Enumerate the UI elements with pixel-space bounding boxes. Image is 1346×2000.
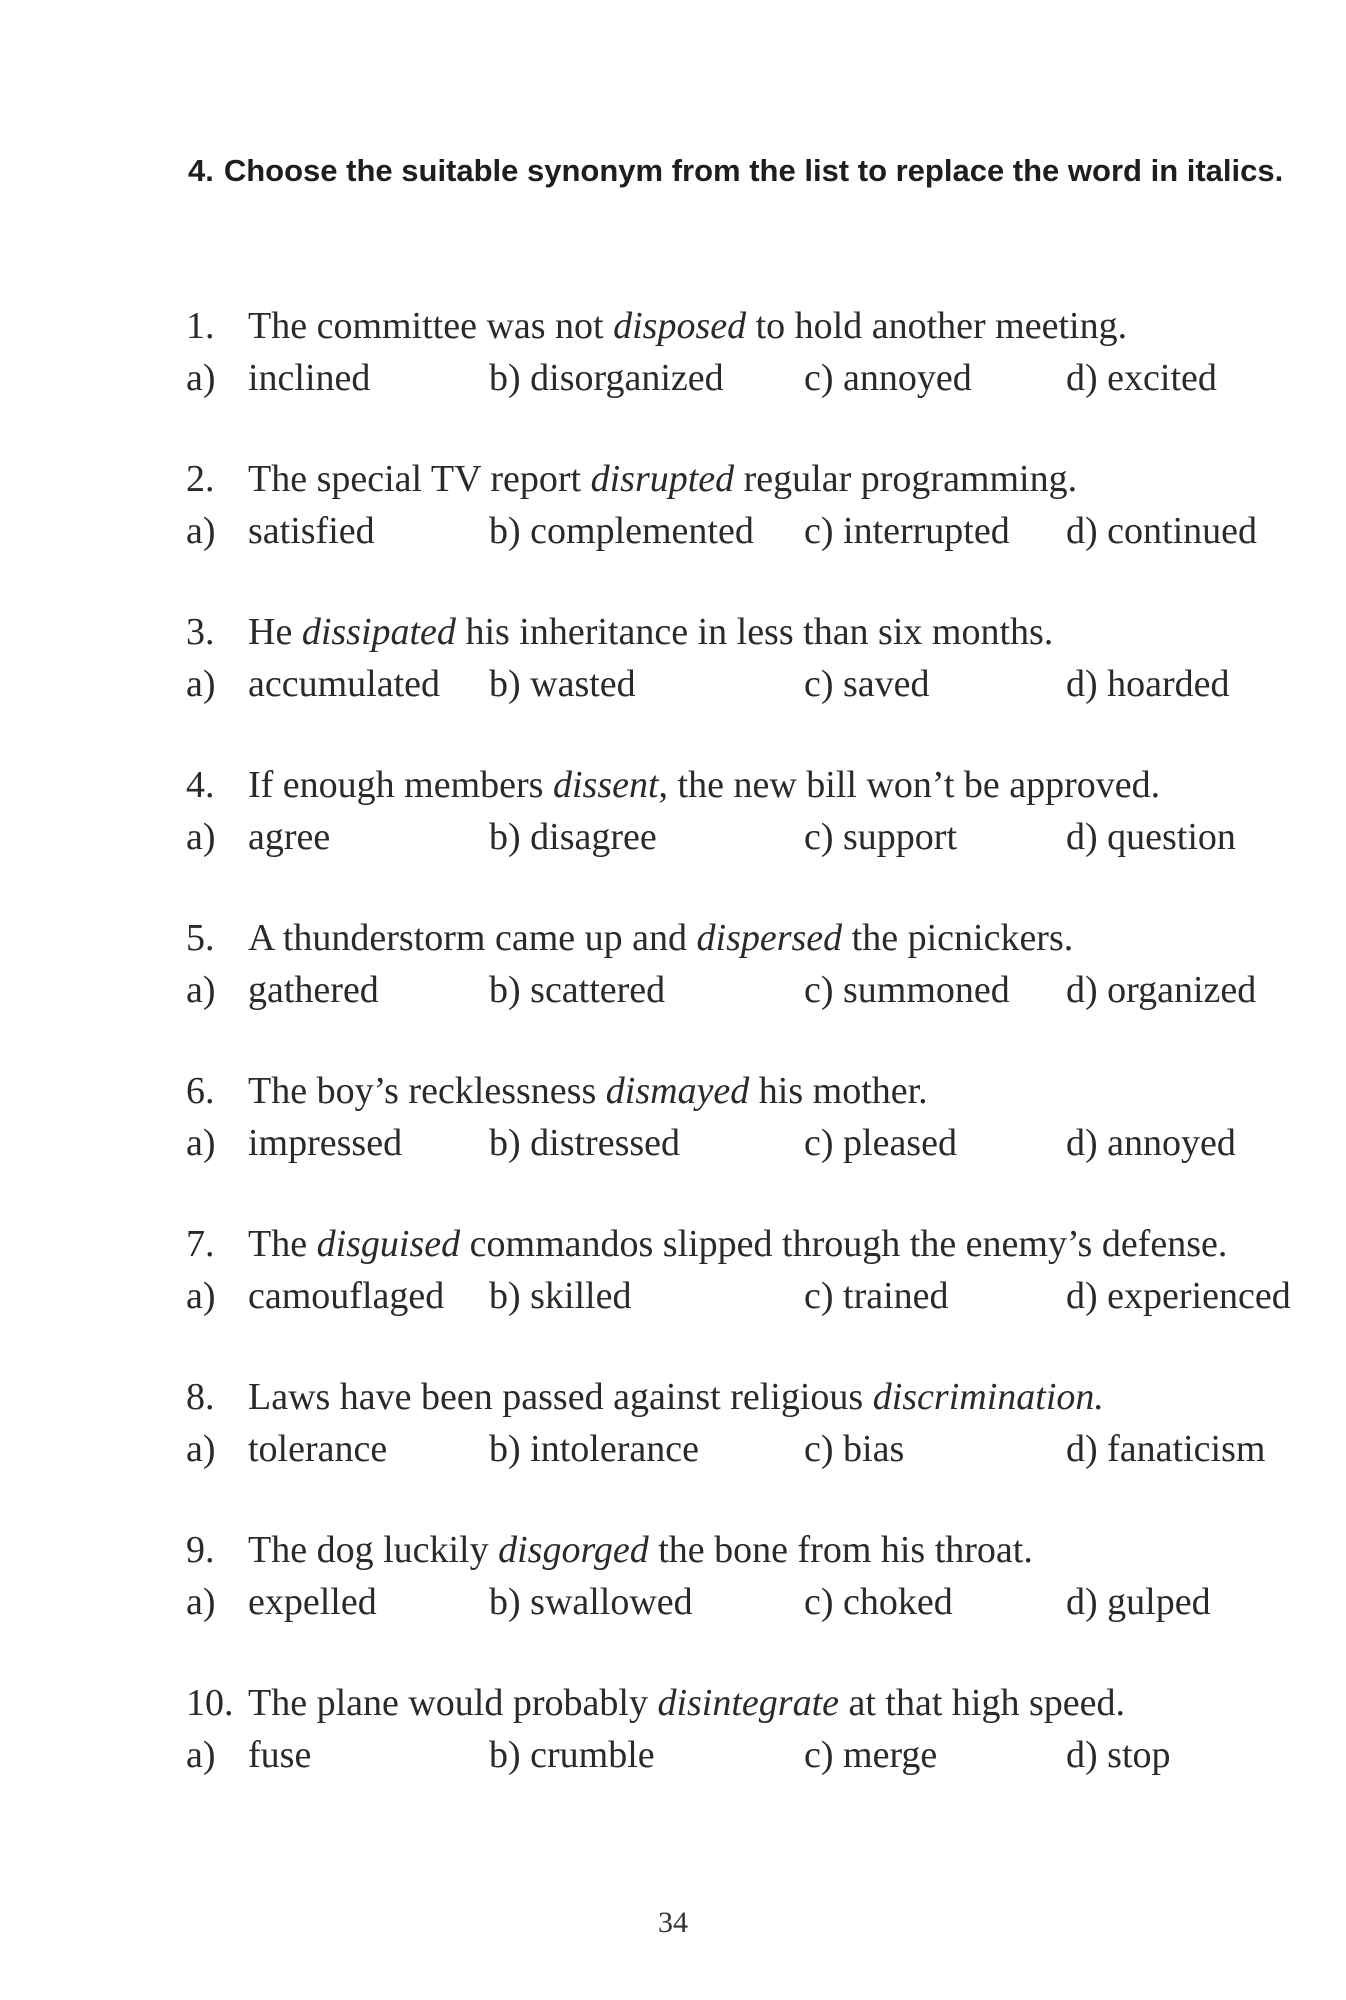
option-b: b) distressed xyxy=(489,1122,681,1164)
question-sentence xyxy=(186,300,1336,352)
text-after: at that high speed. xyxy=(839,1682,1125,1724)
text-before: Laws have been passed against religious xyxy=(248,1376,873,1418)
option-d: d) hoarded xyxy=(1066,663,1230,705)
option-a xyxy=(186,352,371,404)
option-a-label: a) xyxy=(186,969,216,1011)
question-number: 10. xyxy=(186,1682,234,1724)
options-row xyxy=(186,1729,1336,1781)
options-row xyxy=(186,1576,1336,1628)
question-number: 6. xyxy=(186,1070,215,1112)
option-a-text: expelled xyxy=(248,1581,377,1623)
target-word: dismayed xyxy=(605,1070,750,1112)
question-10 xyxy=(186,1677,1336,1781)
target-word: disrupted xyxy=(590,458,735,500)
exercise-number: 4. xyxy=(188,153,214,188)
question-text xyxy=(248,1065,928,1117)
option-a-text: gathered xyxy=(248,969,379,1011)
target-word: disgorged xyxy=(498,1529,649,1571)
options-row xyxy=(186,1423,1336,1475)
question-sentence xyxy=(186,606,1336,658)
question-6 xyxy=(186,1065,1336,1169)
question-text xyxy=(248,759,1160,811)
option-a-label: a) xyxy=(186,663,216,705)
option-b: b) disagree xyxy=(489,816,657,858)
question-text xyxy=(248,453,1077,505)
text-before: The dog luckily xyxy=(248,1529,499,1571)
page-number: 34 xyxy=(658,1906,688,1939)
target-word: disguised xyxy=(316,1223,461,1265)
option-d: d) experienced xyxy=(1066,1275,1291,1317)
option-d: d) fanaticism xyxy=(1066,1428,1266,1470)
option-c: c) summoned xyxy=(804,969,1010,1011)
question-sentence xyxy=(186,1524,1336,1576)
question-number: 9. xyxy=(186,1529,215,1571)
text-before: The boy’s recklessness xyxy=(248,1070,606,1112)
option-d: d) annoyed xyxy=(1066,1122,1236,1164)
option-c: c) annoyed xyxy=(804,357,972,399)
option-a-label: a) xyxy=(186,1275,216,1317)
question-7 xyxy=(186,1218,1336,1322)
text-after: to hold another meeting. xyxy=(746,305,1128,347)
option-d: d) stop xyxy=(1066,1734,1171,1776)
options-row xyxy=(186,811,1336,863)
option-a-text: satisfied xyxy=(248,510,375,552)
option-a-text: camouflaged xyxy=(248,1275,445,1317)
option-a xyxy=(186,658,441,710)
text-after: commandos slipped through the enemy’s defense. xyxy=(460,1223,1228,1265)
question-sentence xyxy=(186,1065,1336,1117)
question-8 xyxy=(186,1371,1336,1475)
options-row xyxy=(186,1270,1336,1322)
question-sentence xyxy=(186,453,1336,505)
text-before: The plane would probably xyxy=(248,1682,658,1724)
option-b: b) swallowed xyxy=(489,1581,693,1623)
options-row xyxy=(186,352,1336,404)
option-a-text: accumulated xyxy=(248,663,441,705)
option-b: b) complemented xyxy=(489,510,754,552)
option-a-label: a) xyxy=(186,357,216,399)
option-a xyxy=(186,1423,388,1475)
option-a xyxy=(186,811,331,863)
option-a xyxy=(186,1117,403,1169)
text-before: A thunderstorm came up and xyxy=(248,917,697,959)
text-after: , the new bill won’t be approved. xyxy=(658,764,1161,806)
question-text xyxy=(248,1677,1125,1729)
option-c: c) interrupted xyxy=(804,510,1010,552)
text-before: He xyxy=(248,611,302,653)
option-c: c) choked xyxy=(804,1581,953,1623)
option-b: b) skilled xyxy=(489,1275,632,1317)
options-row xyxy=(186,964,1336,1016)
question-sentence xyxy=(186,1371,1336,1423)
question-number: 4. xyxy=(186,764,215,806)
question-number: 2. xyxy=(186,458,215,500)
question-text xyxy=(248,606,1053,658)
option-d: d) continued xyxy=(1066,510,1258,552)
exercise-instruction xyxy=(188,145,1328,197)
question-text xyxy=(248,1218,1227,1270)
question-sentence xyxy=(186,1677,1336,1729)
target-word: disposed xyxy=(613,305,747,347)
option-c: c) bias xyxy=(804,1428,905,1470)
question-text xyxy=(248,1524,1033,1576)
options-row xyxy=(186,505,1336,557)
option-b: b) crumble xyxy=(489,1734,655,1776)
question-1 xyxy=(186,300,1336,404)
text-before: The xyxy=(248,1223,317,1265)
option-b: b) wasted xyxy=(489,663,636,705)
question-text xyxy=(248,912,1073,964)
option-a-label: a) xyxy=(186,1581,216,1623)
option-a xyxy=(186,964,379,1016)
option-c: c) support xyxy=(804,816,958,858)
question-number: 8. xyxy=(186,1376,215,1418)
option-d: d) question xyxy=(1066,816,1236,858)
option-c: c) trained xyxy=(804,1275,949,1317)
question-number: 1. xyxy=(186,305,215,347)
option-d: d) excited xyxy=(1066,357,1217,399)
text-after: the bone from his throat. xyxy=(648,1529,1033,1571)
option-c: c) saved xyxy=(804,663,930,705)
text-after: the picnickers. xyxy=(842,917,1074,959)
option-a-label: a) xyxy=(186,1428,216,1470)
option-a-text: inclined xyxy=(248,357,371,399)
target-word: disintegrate xyxy=(657,1682,839,1724)
question-3 xyxy=(186,606,1336,710)
text-before: The committee was not xyxy=(248,305,614,347)
option-a xyxy=(186,1576,377,1628)
option-a-label: a) xyxy=(186,1122,216,1164)
option-a xyxy=(186,505,375,557)
text-before: If enough members xyxy=(248,764,553,806)
options-row xyxy=(186,1117,1336,1169)
question-sentence xyxy=(186,912,1336,964)
text-before: The special TV report xyxy=(248,458,591,500)
option-a xyxy=(186,1729,312,1781)
option-d: d) gulped xyxy=(1066,1581,1211,1623)
option-a xyxy=(186,1270,445,1322)
option-b: b) intolerance xyxy=(489,1428,699,1470)
question-5 xyxy=(186,912,1336,1016)
question-text xyxy=(248,1371,1104,1423)
text-after: his mother. xyxy=(749,1070,928,1112)
target-word: dissipated xyxy=(301,611,456,653)
option-b: b) disorganized xyxy=(489,357,724,399)
question-4 xyxy=(186,759,1336,863)
option-a-text: impressed xyxy=(248,1122,403,1164)
option-a-label: a) xyxy=(186,816,216,858)
text-after: his inheritance in less than six months. xyxy=(455,611,1054,653)
question-sentence xyxy=(186,1218,1336,1270)
option-b: b) scattered xyxy=(489,969,666,1011)
target-word: discrimination. xyxy=(872,1376,1104,1418)
option-c: c) merge xyxy=(804,1734,938,1776)
question-number: 7. xyxy=(186,1223,215,1265)
option-a-label: a) xyxy=(186,1734,216,1776)
target-word: dispersed xyxy=(696,917,843,959)
question-sentence xyxy=(186,759,1336,811)
option-a-text: tolerance xyxy=(248,1428,388,1470)
option-a-text: agree xyxy=(248,816,331,858)
instruction-text: Choose the suitable synonym from the list to replace the word in italics. xyxy=(223,153,1284,188)
option-a-label: a) xyxy=(186,510,216,552)
question-text xyxy=(248,300,1127,352)
option-d: d) organized xyxy=(1066,969,1257,1011)
question-number: 3. xyxy=(186,611,215,653)
text-after: regular programming. xyxy=(734,458,1078,500)
target-word: dissent xyxy=(552,764,659,806)
question-9 xyxy=(186,1524,1336,1628)
question-number: 5. xyxy=(186,917,215,959)
option-a-text: fuse xyxy=(248,1734,312,1776)
option-c: c) pleased xyxy=(804,1122,957,1164)
question-2 xyxy=(186,453,1336,557)
options-row xyxy=(186,658,1336,710)
